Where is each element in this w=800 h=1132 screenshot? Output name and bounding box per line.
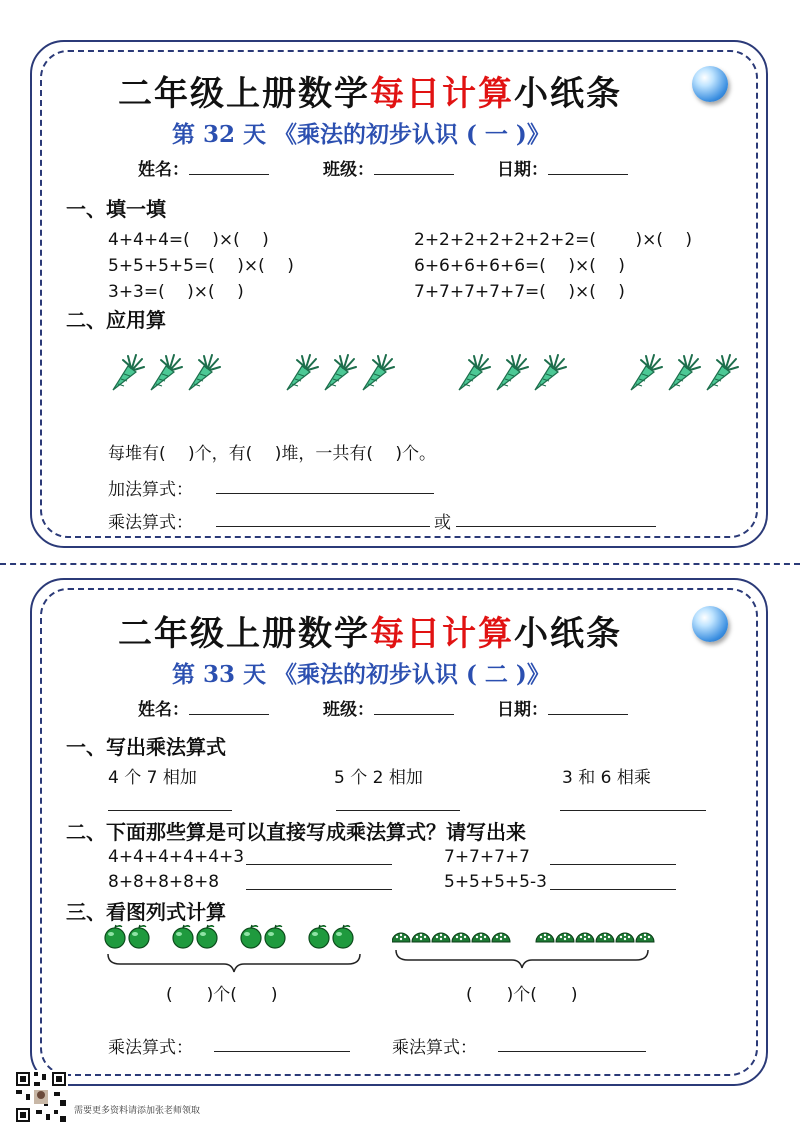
apple-icon <box>197 925 217 948</box>
question-text: 每堆有( )个，有( )堆，一共有( )个。 <box>108 444 437 464</box>
equation-item: 7+7+7+7+7=( )×( ) <box>414 282 625 302</box>
equation-item: 5+5+5+5-3 <box>444 872 547 892</box>
apple-icon <box>105 925 125 948</box>
multiplication-answer-line[interactable] <box>498 1051 646 1052</box>
class-label: 班级： <box>323 160 374 180</box>
carrot-icon <box>325 355 356 390</box>
equation-item: 2+2+2+2+2+2+2=( )×( ) <box>414 230 693 250</box>
watermelon-icon <box>576 933 594 942</box>
apple-icon <box>333 925 353 948</box>
blue-ball-icon <box>692 66 728 102</box>
section-heading-which-can-multiply: 二、下面那些算是可以直接写成乘法算式？请写出来 <box>66 820 526 844</box>
carrot-group <box>287 355 394 390</box>
section-heading-application: 二、应用算 <box>66 308 166 332</box>
worksheet-title <box>118 606 622 655</box>
answer-line[interactable] <box>560 810 706 811</box>
date-label: 日期： <box>497 700 548 720</box>
answer-line[interactable] <box>550 889 676 890</box>
class-field[interactable] <box>323 695 454 720</box>
carrot-icon <box>459 355 490 390</box>
carrot-icon <box>535 355 566 390</box>
day-subtitle: 第 33 天 《乘法的初步认识 ( 二 )》 <box>172 661 550 688</box>
equation-item: 5+5+5+5=( )×( ) <box>108 256 294 276</box>
name-field[interactable] <box>138 695 269 720</box>
multiplication-answer-line-1[interactable] <box>216 526 430 527</box>
blank-count-prompt: ( )个( ) <box>466 985 578 1005</box>
class-field[interactable] <box>323 155 454 180</box>
class-label: 班级： <box>323 700 374 720</box>
carrot-icon <box>287 355 318 390</box>
name-label: 姓名： <box>138 160 189 180</box>
word-problem-item: 3 和 6 相乘 <box>562 768 651 788</box>
word-problem-item: 5 个 2 相加 <box>334 768 423 788</box>
class-blank[interactable] <box>374 713 454 715</box>
addition-answer-line[interactable] <box>216 493 434 494</box>
carrot-icon <box>113 355 144 390</box>
carrot-icon <box>363 355 394 390</box>
carrot-group <box>113 355 220 390</box>
carrot-group <box>459 355 566 390</box>
watermelon-icon <box>556 933 574 942</box>
footer-note: 需要更多资料请添加张老师领取 <box>74 1106 201 1116</box>
apple-groups-illustration <box>104 924 366 976</box>
watermelon-icon <box>392 933 410 942</box>
watermelon-icon <box>412 933 430 942</box>
brace-icon <box>108 954 360 972</box>
date-field[interactable] <box>497 155 628 180</box>
word-problem-item: 4 个 7 相加 <box>108 768 197 788</box>
answer-line[interactable] <box>550 864 676 865</box>
title-part-c: 小纸条 <box>514 74 622 114</box>
equation-item: 7+7+7+7 <box>444 847 530 867</box>
or-label: 或 <box>434 513 451 533</box>
title-part-c: 小纸条 <box>514 614 622 654</box>
date-blank[interactable] <box>548 713 628 715</box>
answer-line[interactable] <box>336 810 460 811</box>
carrot-icon <box>151 355 182 390</box>
multiplication-formula-label: 乘法算式： <box>392 1038 477 1058</box>
date-field[interactable] <box>497 695 628 720</box>
date-blank[interactable] <box>548 173 628 175</box>
watermelon-icon <box>636 933 654 942</box>
name-blank[interactable] <box>189 713 269 715</box>
answer-line[interactable] <box>246 889 392 890</box>
multiplication-formula-label: 乘法算式： <box>108 513 193 533</box>
title-part-highlight: 每日计算 <box>370 74 514 114</box>
multiplication-answer-line[interactable] <box>214 1051 350 1052</box>
carrot-icon <box>707 355 738 390</box>
watermelon-icon <box>492 933 510 942</box>
blue-ball-icon <box>692 606 728 642</box>
section-heading-picture-problem: 三、看图列式计算 <box>66 900 226 924</box>
answer-line[interactable] <box>246 864 392 865</box>
multiplication-answer-line-2[interactable] <box>456 526 656 527</box>
date-label: 日期： <box>497 160 548 180</box>
equation-item: 6+6+6+6+6=( )×( ) <box>414 256 625 276</box>
answer-line[interactable] <box>108 810 232 811</box>
watermelon-groups-illustration <box>392 928 662 976</box>
watermelon-icon <box>536 933 554 942</box>
name-label: 姓名： <box>138 700 189 720</box>
blank-count-prompt: ( )个( ) <box>166 985 278 1005</box>
watermelon-icon <box>432 933 450 942</box>
carrot-icon <box>497 355 528 390</box>
watermelon-icon <box>616 933 634 942</box>
apple-icon <box>265 925 285 948</box>
title-part-highlight: 每日计算 <box>370 614 514 654</box>
apple-icon <box>241 925 261 948</box>
equation-item: 3+3=( )×( ) <box>108 282 244 302</box>
equation-item: 8+8+8+8+8 <box>108 872 220 892</box>
carrot-icon <box>189 355 220 390</box>
title-part-a: 二年级上册数学 <box>118 614 370 654</box>
class-blank[interactable] <box>374 173 454 175</box>
carrot-group <box>631 355 738 390</box>
section-heading-write-formula: 一、写出乘法算式 <box>66 735 226 759</box>
apple-icon <box>173 925 193 948</box>
watermelon-icon <box>472 933 490 942</box>
carrot-icon <box>631 355 662 390</box>
title-part-a: 二年级上册数学 <box>118 74 370 114</box>
worksheet-title <box>118 66 622 115</box>
cut-line-divider <box>0 563 800 565</box>
carrot-icon <box>669 355 700 390</box>
watermelon-icon <box>596 933 614 942</box>
section-heading-fill-in: 一、填一填 <box>66 197 166 221</box>
watermelon-icon <box>452 933 470 942</box>
equation-item: 4+4+4=( )×( ) <box>108 230 269 250</box>
equation-item: 4+4+4+4+4+3 <box>108 847 245 867</box>
day-subtitle: 第 32 天 《乘法的初步认识 ( 一 )》 <box>172 121 550 148</box>
addition-formula-label: 加法算式： <box>108 480 193 500</box>
name-field[interactable] <box>138 155 269 180</box>
multiplication-formula-label: 乘法算式： <box>108 1038 193 1058</box>
apple-icon <box>309 925 329 948</box>
brace-icon <box>396 950 648 968</box>
carrot-groups-illustration <box>110 352 750 398</box>
qr-code-icon[interactable] <box>14 1070 68 1124</box>
name-blank[interactable] <box>189 173 269 175</box>
apple-icon <box>129 925 149 948</box>
